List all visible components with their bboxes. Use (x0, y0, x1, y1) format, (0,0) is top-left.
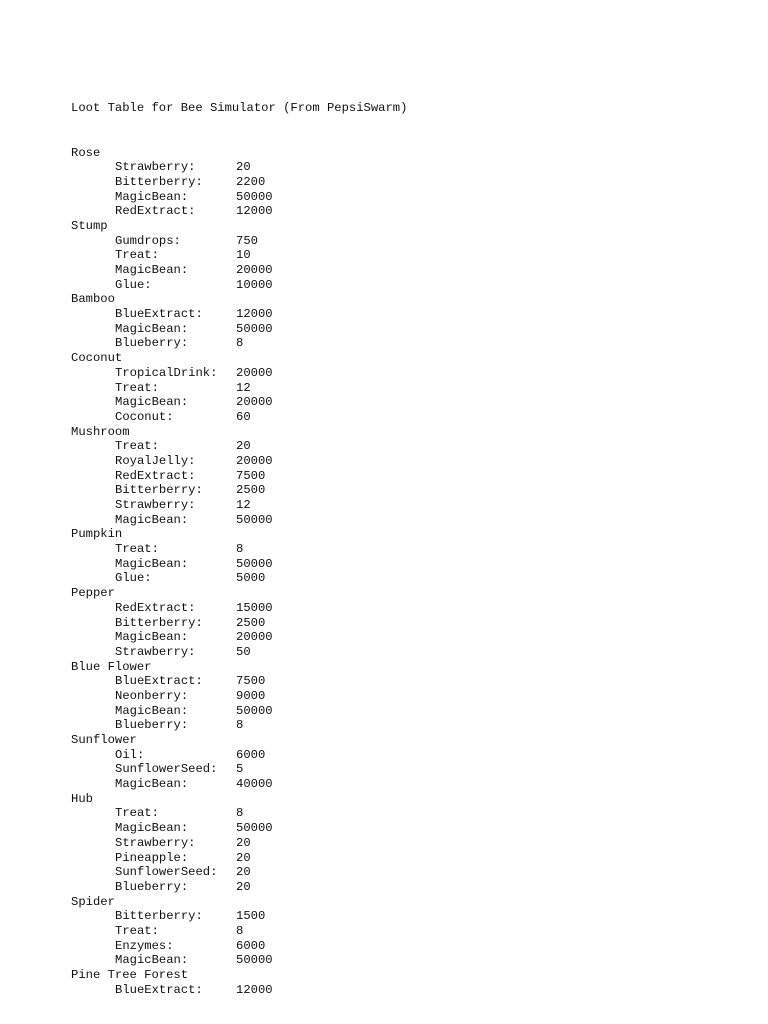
loot-item (71, 498, 407, 513)
loot-item (71, 953, 407, 968)
loot-item (71, 806, 407, 821)
loot-item (71, 483, 407, 498)
loot-item-label: Treat: (115, 248, 159, 263)
loot-item-value: 2500 (236, 615, 266, 630)
loot-item-value: 20000 (236, 395, 273, 410)
loot-item-label: SunflowerSeed: (115, 762, 218, 777)
loot-item (71, 909, 407, 924)
loot-item (71, 704, 407, 719)
loot-item-value: 2200 (236, 174, 266, 189)
loot-item-label: Strawberry: (115, 644, 196, 659)
loot-item-value: 12000 (236, 307, 273, 322)
loot-item-label: MagicBean: (115, 321, 189, 336)
loot-item-value: 15000 (236, 600, 273, 615)
loot-item-value: 7500 (236, 674, 266, 689)
loot-item-label: Gumdrops: (115, 233, 181, 248)
section-heading: Rose (71, 145, 101, 160)
loot-item-value: 1500 (236, 909, 266, 924)
loot-item-label: MagicBean: (115, 703, 189, 718)
loot-item (71, 821, 407, 836)
section-heading: Pine Tree Forest (71, 968, 189, 982)
loot-item-label: Bitterberry: (115, 483, 203, 498)
loot-item (71, 307, 407, 322)
loot-item-value: 50000 (236, 556, 273, 571)
loot-item-value: 12000 (236, 982, 273, 997)
loot-item (71, 395, 407, 410)
loot-item (71, 204, 407, 219)
loot-item (71, 880, 407, 895)
section-heading: Hub (71, 791, 93, 806)
loot-item-label: MagicBean: (115, 556, 189, 571)
loot-item (71, 836, 407, 851)
loot-item (71, 366, 407, 381)
section-heading: Pumpkin (71, 527, 123, 542)
loot-item-value: 8 (236, 806, 244, 821)
section-heading: Spider (71, 894, 115, 909)
loot-item-label: Strawberry: (115, 835, 196, 850)
loot-item-label: Neonberry: (115, 688, 189, 703)
loot-item-value: 50000 (236, 321, 273, 336)
loot-item-label: Pineapple: (115, 850, 189, 865)
loot-item-value: 50000 (236, 953, 273, 968)
loot-item (71, 160, 407, 175)
loot-item-label: Treat: (115, 923, 159, 938)
loot-item-label: Blueberry: (115, 879, 189, 894)
loot-item (71, 645, 407, 660)
loot-item (71, 278, 407, 293)
section-heading: Bamboo (71, 292, 115, 307)
loot-item (71, 924, 407, 939)
loot-item-label: Blueberry: (115, 718, 189, 733)
loot-item-value: 5000 (236, 571, 266, 586)
loot-item (71, 248, 407, 263)
document-title: Loot Table for Bee Simulator (From PepsiSwarm) (71, 101, 408, 116)
loot-item-label: Strawberry: (115, 498, 196, 512)
loot-item-value: 20 (236, 865, 251, 880)
loot-item (71, 762, 407, 777)
loot-item-label: Treat: (115, 380, 159, 395)
loot-item (71, 718, 407, 733)
loot-item-value: 6000 (236, 938, 266, 953)
loot-item (71, 851, 407, 866)
loot-item-label: BlueExtract: (115, 674, 203, 689)
loot-item-label: MagicBean: (115, 263, 189, 277)
loot-item-value: 6000 (236, 747, 266, 762)
loot-item (71, 234, 407, 249)
loot-item-label: SunflowerSeed: (115, 865, 218, 880)
loot-item-value: 40000 (236, 777, 273, 792)
loot-item (71, 454, 407, 469)
loot-item-label: MagicBean: (115, 821, 189, 836)
section-heading: Stump (71, 218, 108, 233)
loot-item-label: MagicBean: (115, 512, 189, 527)
loot-item (71, 381, 407, 396)
loot-item (71, 865, 407, 880)
loot-item (71, 571, 407, 586)
loot-item-label: MagicBean: (115, 189, 189, 204)
loot-item-value: 8 (236, 542, 244, 557)
loot-item-label: MagicBean: (115, 953, 189, 968)
document-page (71, 72, 407, 1012)
loot-item (71, 557, 407, 572)
loot-item-value: 20 (236, 160, 251, 175)
loot-item-value: 8 (236, 923, 244, 938)
loot-item (71, 630, 407, 645)
loot-item-value: 12 (236, 380, 251, 395)
loot-item-label: Coconut: (115, 409, 174, 424)
section-heading: Sunflower (71, 733, 137, 747)
loot-item (71, 542, 407, 557)
loot-item-value: 50000 (236, 821, 273, 836)
loot-item-value: 7500 (236, 468, 266, 483)
loot-item-label: Bitterberry: (115, 909, 203, 924)
loot-item-value: 12000 (236, 204, 273, 219)
loot-item (71, 410, 407, 425)
loot-item-value: 8 (236, 718, 244, 733)
section-heading: Pepper (71, 586, 115, 601)
loot-item-label: BlueExtract: (115, 307, 203, 322)
loot-item (71, 939, 407, 954)
loot-item-value: 60 (236, 409, 251, 424)
section-heading: Mushroom (71, 424, 130, 439)
loot-item-value: 12 (236, 498, 251, 512)
loot-item (71, 513, 407, 528)
loot-item-value: 50000 (236, 189, 273, 204)
section-heading: Blue Flower (71, 659, 152, 674)
loot-item-value: 2500 (236, 483, 266, 498)
loot-table (71, 146, 407, 998)
loot-item-value: 50000 (236, 703, 273, 718)
loot-item-label: Glue: (115, 571, 152, 586)
loot-item-label: Strawberry: (115, 160, 196, 175)
loot-item-value: 20000 (236, 263, 273, 277)
loot-item-label: Oil: (115, 747, 145, 762)
loot-item (71, 689, 407, 704)
loot-item-label: Glue: (115, 277, 152, 292)
loot-item-value: 10000 (236, 277, 273, 292)
loot-item (71, 190, 407, 205)
loot-item-label: Treat: (115, 806, 159, 821)
loot-item (71, 616, 407, 631)
loot-item-label: RoyalJelly: (115, 453, 196, 468)
loot-item (71, 674, 407, 689)
loot-item-value: 10 (236, 248, 251, 263)
loot-item-value: 50000 (236, 512, 273, 527)
section-heading: Coconut (71, 351, 123, 366)
loot-item-label: BlueExtract: (115, 982, 203, 997)
loot-item-label: TropicalDrink: (115, 365, 218, 380)
loot-item-value: 20 (236, 850, 251, 865)
loot-item-label: Enzymes: (115, 938, 174, 953)
loot-item-value: 8 (236, 336, 244, 351)
loot-item (71, 322, 407, 337)
loot-item (71, 777, 407, 792)
loot-item-label: MagicBean: (115, 777, 189, 792)
loot-item-value: 9000 (236, 688, 266, 703)
loot-item-label: Treat: (115, 542, 159, 557)
loot-item-value: 20000 (236, 453, 273, 468)
loot-item (71, 263, 407, 278)
loot-item-value: 750 (236, 233, 258, 248)
loot-item-label: RedExtract: (115, 204, 196, 219)
loot-item-label: Bitterberry: (115, 174, 203, 189)
loot-item (71, 469, 407, 484)
loot-item-label: Bitterberry: (115, 615, 203, 630)
loot-item-value: 5 (236, 762, 244, 777)
loot-item-label: MagicBean: (115, 630, 189, 645)
loot-item (71, 748, 407, 763)
loot-item (71, 175, 407, 190)
loot-item-value: 20000 (236, 630, 273, 645)
loot-item-value: 20 (236, 835, 251, 850)
loot-item (71, 601, 407, 616)
loot-item-value: 50 (236, 644, 251, 659)
loot-item-value: 20000 (236, 365, 273, 380)
loot-item-label: Treat: (115, 439, 159, 454)
loot-item-label: RedExtract: (115, 468, 196, 483)
loot-item (71, 983, 407, 998)
loot-item-value: 20 (236, 879, 251, 894)
loot-item-label: RedExtract: (115, 600, 196, 615)
loot-item-label: MagicBean: (115, 395, 189, 410)
loot-item (71, 439, 407, 454)
loot-item-label: Blueberry: (115, 336, 189, 351)
loot-item (71, 336, 407, 351)
loot-item-value: 20 (236, 439, 251, 454)
